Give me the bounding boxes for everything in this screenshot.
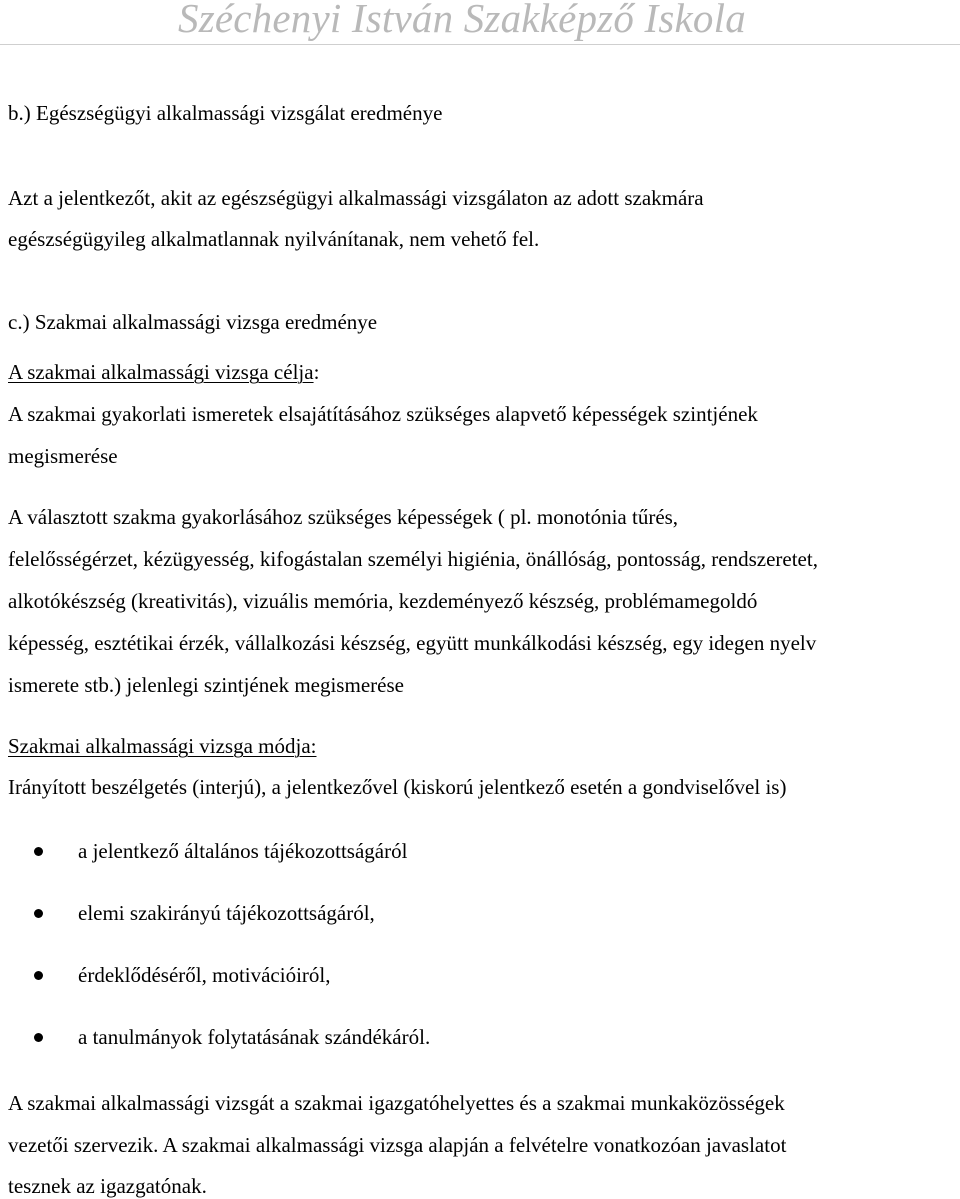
list-item-text: a tanulmányok folytatásának szándékáról. [78, 1025, 431, 1049]
section-b-line-2: egészségügyileg alkalmatlannak nyilvánítanak, nem vehető fel. [8, 227, 540, 251]
list-item-text: elemi szakirányú tájékozottságáról, [78, 901, 375, 925]
list-item-text: a jelentkező általános tájékozottságáról [78, 839, 408, 863]
method-line: Irányított beszélgetés (interjú), a jelentkezővel (kiskorú jelentkező esetén a gondviselővel is) [8, 775, 787, 799]
list-item-text: érdeklődéséről, motivációiról, [78, 963, 331, 987]
section-b-line-1: Azt a jelentkezőt, akit az egészségügyi alkalmassági vizsgálaton az adott szakmára [8, 186, 704, 210]
skills-line-3: alkotókészség (kreativitás), vizuális memória, kezdeményező készség, problémamegoldó [8, 589, 758, 613]
closing-line-2: vezetői szervezik. A szakmai alkalmassági vizsga alapján a felvételre vonatkozóan javaslatot [8, 1133, 787, 1157]
method-label: Szakmai alkalmassági vizsga módja: [8, 734, 317, 758]
goal-line-2: megismerése [8, 444, 118, 468]
goal-label: A szakmai alkalmassági vizsga célja [8, 360, 314, 384]
section-b-heading: b.) Egészségügyi alkalmassági vizsgálat eredménye [8, 101, 443, 125]
goal-line-1: A szakmai gyakorlati ismeretek elsajátításához szükséges alapvető képességek szintjének [8, 402, 758, 426]
skills-line-1: A választott szakma gyakorlásához szükséges képességek ( pl. monotónia tűrés, [8, 505, 679, 529]
bullet-icon [34, 971, 43, 980]
bullet-icon [34, 1033, 43, 1042]
closing-line-1: A szakmai alkalmassági vizsgát a szakmai igazgatóhelyettes és a szakmai munkaközösségek [8, 1091, 785, 1115]
skills-line-2: felelősségérzet, kézügyesség, kifogástalan személyi higiénia, önállóság, pontosság, rendszeretet, [8, 547, 818, 571]
skills-line-5: ismerete stb.) jelenlegi szintjének megismerése [8, 673, 404, 697]
skills-line-4: képesség, esztétikai érzék, vállalkozási készség, együtt munkálkodási készség, egy idegen nyelv [8, 631, 817, 655]
school-name: Széchenyi István Szakképző Iskola [178, 0, 746, 41]
section-c-heading: c.) Szakmai alkalmassági vizsga eredménye [8, 310, 378, 334]
header-divider [0, 44, 960, 45]
bullet-icon [34, 909, 43, 918]
bullet-icon [34, 847, 43, 856]
goal-label-line [8, 359, 319, 385]
goal-colon: : [313, 360, 320, 384]
closing-line-3: tesznek az igazgatónak. [8, 1174, 207, 1198]
